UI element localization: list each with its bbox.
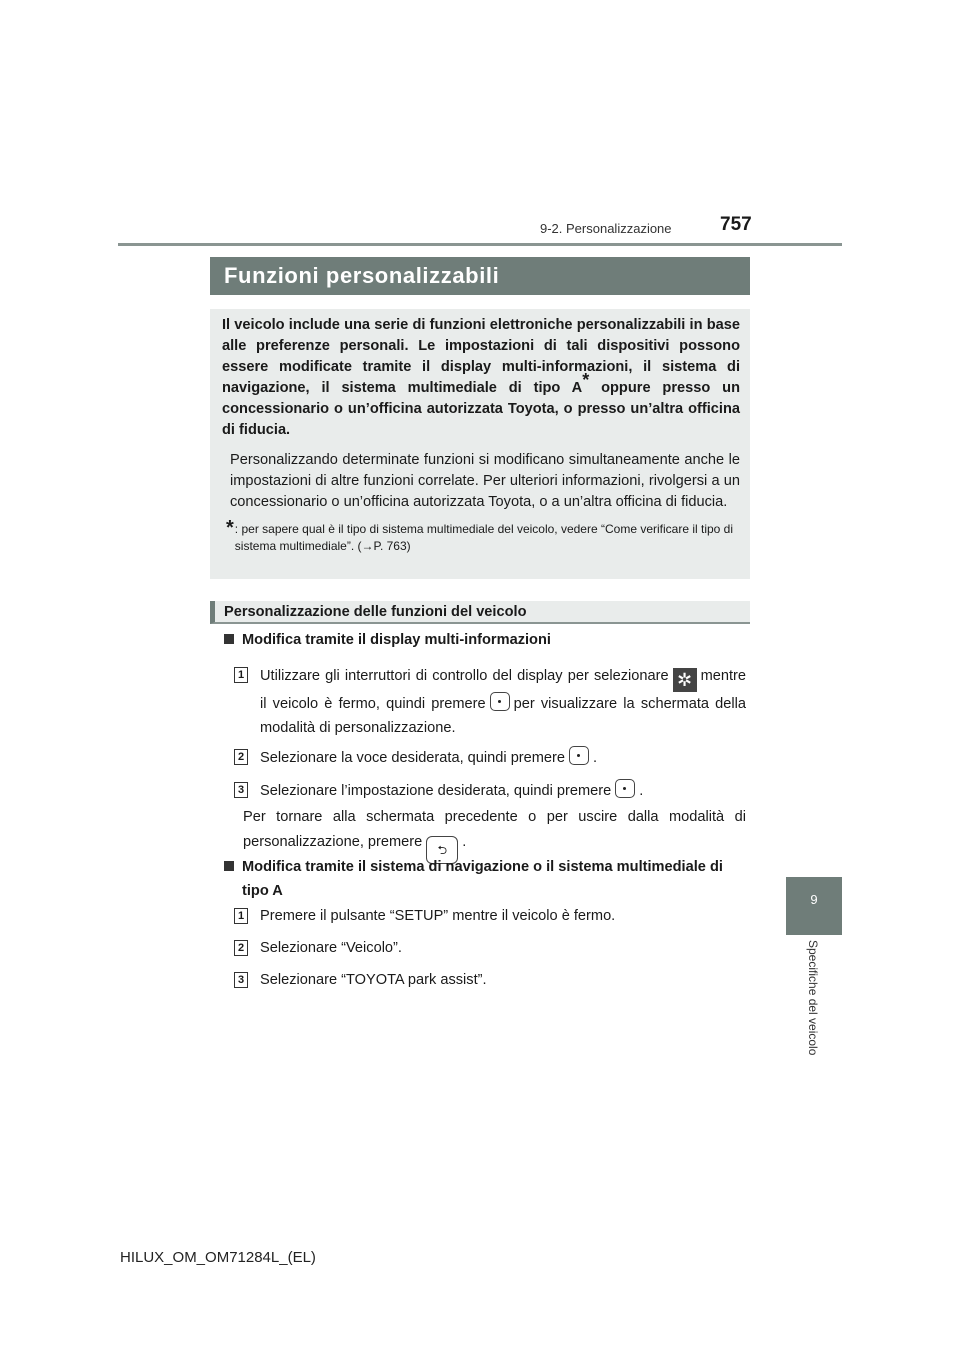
step-number-b3: 3 <box>234 972 248 988</box>
footnote-text: : per sapere qual è il tipo di sistema multimediale del veicolo, vedere “Come verificare il tipo di sistema multimediale”. (→P. 763) <box>234 522 734 553</box>
page-number: 757 <box>720 214 752 235</box>
step-a2-text: Selezionare la voce desiderata, quindi premere . <box>260 746 746 770</box>
intro-box <box>210 309 750 579</box>
footnote-asterisk: * <box>226 517 234 539</box>
ok-button-icon <box>569 746 589 765</box>
section-b-heading: Modifica tramite il sistema di navigazione o il sistema multimediale di tipo A <box>224 855 746 903</box>
step-number-a2: 2 <box>234 749 248 765</box>
subsection-title: Personalizzazione delle funzioni del veicolo <box>210 601 750 624</box>
bullet-square-icon <box>224 861 234 871</box>
step-number-a1: 1 <box>234 667 248 683</box>
intro-text: Il veicolo include una serie di funzioni elettroniche personalizzabili in base alle preferenze personali. Le impostazioni di tali dispositivi possono essere modificate tramite il display multi-informazioni, il sistema di navigazione, il sistema multimediale di tipo A* oppure presso un concessionario o un’officina autorizzata Toyota, o presso un’altra officina di fiducia. <box>222 317 740 438</box>
step-b1-text: Premere il pulsante “SETUP” mentre il veicolo è fermo. <box>260 908 616 924</box>
document-code: HILUX_OM_OM71284L_(EL) <box>120 1249 316 1266</box>
back-button-icon: ⮌ <box>426 836 458 864</box>
step-number-a3: 3 <box>234 782 248 798</box>
step-number-b1: 1 <box>234 908 248 924</box>
chapter-tab: 9 <box>786 877 842 935</box>
footnote <box>226 517 740 555</box>
intro-note: Personalizzando determinate funzioni si modificano simultaneamente anche le impostazioni di altre funzioni correlate. Per ulteriori informazioni, rivolgersi a un concessionario o un’officina autorizzata Toyota, o a un’altra officina di fiducia. <box>230 452 740 510</box>
step-a3-text: Selezionare l’impostazione desiderata, quindi premere . <box>260 779 746 803</box>
step-number-b2: 2 <box>234 940 248 956</box>
header-divider <box>118 243 842 246</box>
ok-button-icon <box>490 692 510 711</box>
step-b3-text: Selezionare “TOYOTA park assist”. <box>260 972 487 988</box>
asterisk-mark: * <box>582 370 590 391</box>
section-a-heading: Modifica tramite il display multi-informazioni <box>224 628 551 652</box>
step-b2-text: Selezionare “Veicolo”. <box>260 940 402 956</box>
chapter-label: Specifiche del veicolo <box>806 940 820 1056</box>
step-a1-text: Utilizzare gli interruttori di controllo del display per selezionare ✲ mentre il veicolo è fermo, quindi premere per visualizzare la schermata della modalità di personalizzazione. <box>260 668 747 736</box>
page-title: Funzioni personalizzabili <box>210 257 750 295</box>
gear-icon: ✲ <box>673 668 697 692</box>
bullet-square-icon <box>224 634 234 644</box>
section-reference: 9-2. Personalizzazione <box>540 221 672 236</box>
back-instruction: Per tornare alla schermata precedente o per uscire dalla modalità di personalizzazione, premere ⮌ . <box>243 805 746 864</box>
ok-button-icon <box>615 779 635 798</box>
